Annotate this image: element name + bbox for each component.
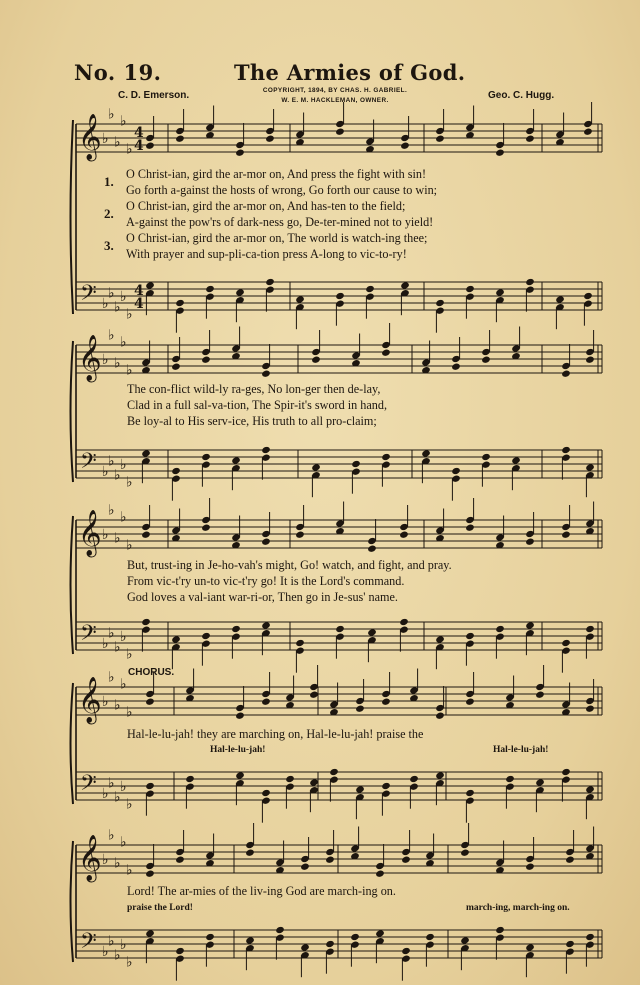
- system-brace: [71, 516, 74, 654]
- note-head: [481, 453, 491, 461]
- note-head: [481, 356, 491, 364]
- note-head: [185, 775, 195, 783]
- note-head: [409, 775, 419, 783]
- note-head: [201, 524, 211, 532]
- bass-clef: 𝄢: [80, 281, 97, 311]
- note-head: [235, 149, 245, 157]
- note-head: [175, 856, 185, 864]
- flat-sign: ♭: [126, 646, 133, 663]
- note-head: [141, 531, 151, 539]
- note-head: [495, 926, 505, 934]
- note-head: [201, 356, 211, 364]
- note-head: [583, 128, 593, 136]
- note-head: [401, 947, 411, 955]
- note-head: [141, 618, 151, 626]
- note-head: [235, 288, 245, 296]
- note-head: [145, 782, 155, 790]
- note-head: [355, 785, 365, 793]
- note-head: [245, 849, 255, 857]
- time-signature: 4: [134, 125, 144, 141]
- note-head: [451, 467, 461, 475]
- flat-sign: ♭: [114, 855, 121, 872]
- flat-sign: ♭: [108, 933, 115, 950]
- note-head: [171, 363, 181, 371]
- lyric-s1-line4: A-gainst the pow'rs of dark-ness go, De-ter-mined not to yield!: [126, 215, 434, 229]
- lyric-s1-line5: O Christ-ian, gird the ar-mor on, The world is watch-ing thee;: [126, 231, 428, 245]
- flat-sign: ♭: [120, 834, 127, 851]
- copyright-line-2: W. E. M. HACKLEMAN, OWNER.: [281, 97, 389, 104]
- flat-sign: ♭: [108, 775, 115, 792]
- note-head: [335, 292, 345, 300]
- note-head: [350, 933, 360, 941]
- composer-credit: Geo. C. Hugg.: [488, 90, 555, 101]
- note-head: [525, 621, 535, 629]
- flat-sign: ♭: [108, 827, 115, 844]
- note-head: [295, 531, 305, 539]
- note-head: [400, 281, 410, 289]
- bass-clef: 𝄢: [80, 771, 97, 801]
- verse-number-3: 3.: [104, 238, 114, 253]
- system-brace: [71, 683, 74, 804]
- flat-sign: ♭: [114, 789, 121, 806]
- note-head: [401, 856, 411, 864]
- chorus-line-1: Hal-le-lu-jah! they are marching on, Hal-le-lu-jah! praise the: [127, 727, 424, 741]
- flat-sign: ♭: [102, 464, 109, 480]
- flat-sign: ♭: [102, 694, 109, 710]
- note-head: [171, 635, 181, 643]
- note-head: [400, 142, 410, 150]
- note-head: [535, 691, 545, 699]
- note-head: [585, 705, 595, 713]
- flat-sign: ♭: [102, 636, 109, 652]
- note-head: [325, 856, 335, 864]
- flat-sign: ♭: [102, 352, 109, 368]
- chorus-echo-2b: march-ing, march-ing on.: [466, 903, 570, 913]
- note-head: [399, 531, 409, 539]
- note-head: [535, 778, 545, 786]
- note-head: [245, 936, 255, 944]
- flat-sign: ♭: [114, 697, 121, 714]
- treble-clef: 𝄞: [78, 114, 102, 160]
- note-head: [435, 635, 445, 643]
- note-head: [583, 292, 593, 300]
- note-head: [175, 299, 185, 307]
- flat-sign: ♭: [120, 676, 127, 693]
- note-head: [275, 926, 285, 934]
- flat-sign: ♭: [126, 537, 133, 554]
- note-head: [205, 285, 215, 293]
- note-head: [231, 456, 241, 464]
- note-head: [261, 698, 271, 706]
- lyric-s1-line2: Go forth a-gainst the hosts of wrong, Go forth our cause to win;: [126, 183, 438, 197]
- note-head: [495, 149, 505, 157]
- note-head: [465, 789, 475, 797]
- note-head: [231, 625, 241, 633]
- flat-sign: ♭: [102, 944, 109, 960]
- note-head: [335, 128, 345, 136]
- treble-clef: 𝄞: [78, 510, 102, 556]
- note-head: [205, 933, 215, 941]
- note-head: [585, 625, 595, 633]
- note-head: [311, 463, 321, 471]
- hymn-number: No. 19.: [74, 60, 162, 85]
- flat-sign: ♭: [120, 629, 127, 645]
- note-head: [435, 135, 445, 143]
- flat-sign: ♭: [114, 467, 121, 484]
- note-head: [561, 531, 571, 539]
- flat-sign: ♭: [102, 296, 109, 312]
- flat-sign: ♭: [120, 779, 127, 795]
- flat-sign: ♭: [126, 306, 133, 323]
- note-head: [505, 775, 515, 783]
- note-head: [311, 356, 321, 364]
- note-head: [451, 363, 461, 371]
- treble-clef: 𝄞: [78, 677, 102, 723]
- note-head: [525, 278, 535, 286]
- note-head: [585, 463, 595, 471]
- flat-sign: ♭: [120, 457, 127, 473]
- bass-clef: 𝄢: [80, 621, 97, 651]
- note-head: [425, 933, 435, 941]
- flat-sign: ♭: [114, 639, 121, 656]
- note-head: [421, 449, 431, 457]
- note-head: [525, 538, 535, 546]
- flat-sign: ♭: [114, 947, 121, 964]
- copyright-line-1: COPYRIGHT, 1894, BY CHAS. H. GABRIEL.: [262, 87, 408, 94]
- note-head: [561, 370, 571, 378]
- note-head: [565, 940, 575, 948]
- note-head: [300, 943, 310, 951]
- chorus-label: CHORUS.: [128, 667, 175, 678]
- lyric-s3-line3: God loves a val-iant war-ri-or, Then go in Je-sus' name.: [127, 590, 398, 604]
- flat-sign: ♭: [108, 285, 115, 302]
- note-head: [561, 768, 571, 776]
- note-head: [585, 933, 595, 941]
- note-head: [525, 943, 535, 951]
- note-head: [145, 142, 155, 150]
- verse-number-1: 1.: [104, 174, 114, 189]
- flat-sign: ♭: [108, 453, 115, 470]
- note-head: [235, 712, 245, 720]
- flat-sign: ♭: [120, 113, 127, 130]
- chorus-line-2: Lord! The ar-mies of the liv-ing God are march-ing on.: [127, 884, 396, 898]
- note-head: [145, 698, 155, 706]
- lyric-s1-line3: O Christ-ian, gird the ar-mor on, And has-ten to the field;: [126, 199, 406, 213]
- flat-sign: ♭: [108, 106, 115, 123]
- note-head: [465, 632, 475, 640]
- time-signature: 4: [134, 296, 144, 312]
- note-head: [525, 863, 535, 871]
- note-head: [175, 135, 185, 143]
- note-head: [171, 467, 181, 475]
- flat-sign: ♭: [114, 355, 121, 372]
- lyric-s2-line3: Be loy-al to His serv-ice, His truth to all pro-claim;: [127, 414, 377, 428]
- note-head: [309, 691, 319, 699]
- note-head: [295, 295, 305, 303]
- flat-sign: ♭: [108, 327, 115, 344]
- note-head: [465, 698, 475, 706]
- note-head: [261, 621, 271, 629]
- note-head: [175, 947, 185, 955]
- note-head: [261, 446, 271, 454]
- flat-sign: ♭: [102, 786, 109, 802]
- treble-clef: 𝄞: [78, 335, 102, 381]
- chorus-echo-1a: Hal-le-lu-jah!: [210, 745, 266, 755]
- note-head: [335, 625, 345, 633]
- note-head: [375, 870, 385, 878]
- note-head: [261, 370, 271, 378]
- flat-sign: ♭: [126, 796, 133, 813]
- note-head: [367, 628, 377, 636]
- note-head: [295, 639, 305, 647]
- flat-sign: ♭: [126, 954, 133, 971]
- note-head: [511, 456, 521, 464]
- time-signature: 4: [134, 138, 144, 154]
- verse-number-2: 2.: [104, 206, 114, 221]
- chorus-echo-2a: praise the Lord!: [127, 903, 193, 913]
- note-head: [201, 632, 211, 640]
- author-credit: C. D. Emerson.: [118, 90, 190, 101]
- note-head: [285, 775, 295, 783]
- note-head: [355, 705, 365, 713]
- flat-sign: ♭: [114, 134, 121, 151]
- flat-sign: ♭: [120, 289, 127, 305]
- note-head: [367, 545, 377, 553]
- note-head: [585, 785, 595, 793]
- flat-sign: ♭: [120, 937, 127, 953]
- flat-sign: ♭: [102, 131, 109, 147]
- note-head: [300, 863, 310, 871]
- note-head: [435, 771, 445, 779]
- note-head: [465, 285, 475, 293]
- note-head: [351, 460, 361, 468]
- note-head: [435, 712, 445, 720]
- note-head: [141, 449, 151, 457]
- flat-sign: ♭: [120, 509, 127, 526]
- chorus-echo-1b: Hal-le-lu-jah!: [493, 745, 549, 755]
- treble-clef: 𝄞: [78, 835, 102, 881]
- system-brace: [71, 120, 74, 314]
- flat-sign: ♭: [126, 862, 133, 879]
- flat-sign: ♭: [126, 362, 133, 379]
- flat-sign: ♭: [114, 299, 121, 316]
- note-head: [261, 789, 271, 797]
- note-head: [585, 356, 595, 364]
- note-head: [145, 929, 155, 937]
- lyric-s2-line2: Clad in a full sal-va-tion, The Spir-it's sword in hand,: [127, 398, 387, 412]
- note-head: [265, 135, 275, 143]
- bass-clef: 𝄢: [80, 449, 97, 479]
- note-head: [460, 936, 470, 944]
- flat-sign: ♭: [114, 530, 121, 547]
- flat-sign: ♭: [120, 334, 127, 351]
- system-brace: [71, 841, 74, 962]
- lyric-s1-line1: O Christ-ian, gird the ar-mor on, And press the fight with sin!: [126, 167, 426, 181]
- note-head: [329, 768, 339, 776]
- note-head: [365, 285, 375, 293]
- flat-sign: ♭: [108, 669, 115, 686]
- note-head: [145, 281, 155, 289]
- note-head: [381, 782, 391, 790]
- note-head: [399, 618, 409, 626]
- flat-sign: ♭: [108, 625, 115, 642]
- note-head: [561, 446, 571, 454]
- flat-sign: ♭: [126, 141, 133, 158]
- note-head: [145, 870, 155, 878]
- note-head: [265, 278, 275, 286]
- system-brace: [71, 341, 74, 482]
- note-head: [381, 349, 391, 357]
- note-head: [495, 288, 505, 296]
- flat-sign: ♭: [126, 474, 133, 491]
- hymn-title: The Armies of God.: [234, 60, 466, 85]
- time-signature: 4: [134, 283, 144, 299]
- note-head: [381, 698, 391, 706]
- lyric-s1-line6: With prayer and sup-pli-ca-tion press A-long to vic-to-ry!: [126, 247, 407, 261]
- note-head: [525, 135, 535, 143]
- flat-sign: ♭: [102, 852, 109, 868]
- note-head: [309, 778, 319, 786]
- note-head: [555, 295, 565, 303]
- note-head: [465, 524, 475, 532]
- note-head: [565, 856, 575, 864]
- note-head: [495, 625, 505, 633]
- note-head: [460, 849, 470, 857]
- note-head: [561, 639, 571, 647]
- note-head: [381, 453, 391, 461]
- note-head: [375, 929, 385, 937]
- note-head: [435, 299, 445, 307]
- lyric-s2-line1: The con-flict wild-ly ra-ges, No lon-ger then de-lay,: [127, 382, 381, 396]
- flat-sign: ♭: [108, 502, 115, 519]
- note-head: [261, 538, 271, 546]
- lyric-s3-line1: But, trust-ing in Je-ho-vah's might, Go! watch, and fight, and pray.: [127, 558, 452, 572]
- lyric-s3-line2: From vic-t'ry un-to vic-t'ry go! It is the Lord's command.: [127, 574, 405, 588]
- note-head: [325, 940, 335, 948]
- note-head: [201, 453, 211, 461]
- flat-sign: ♭: [126, 704, 133, 721]
- note-head: [235, 771, 245, 779]
- bass-clef: 𝄢: [80, 929, 97, 959]
- flat-sign: ♭: [102, 527, 109, 543]
